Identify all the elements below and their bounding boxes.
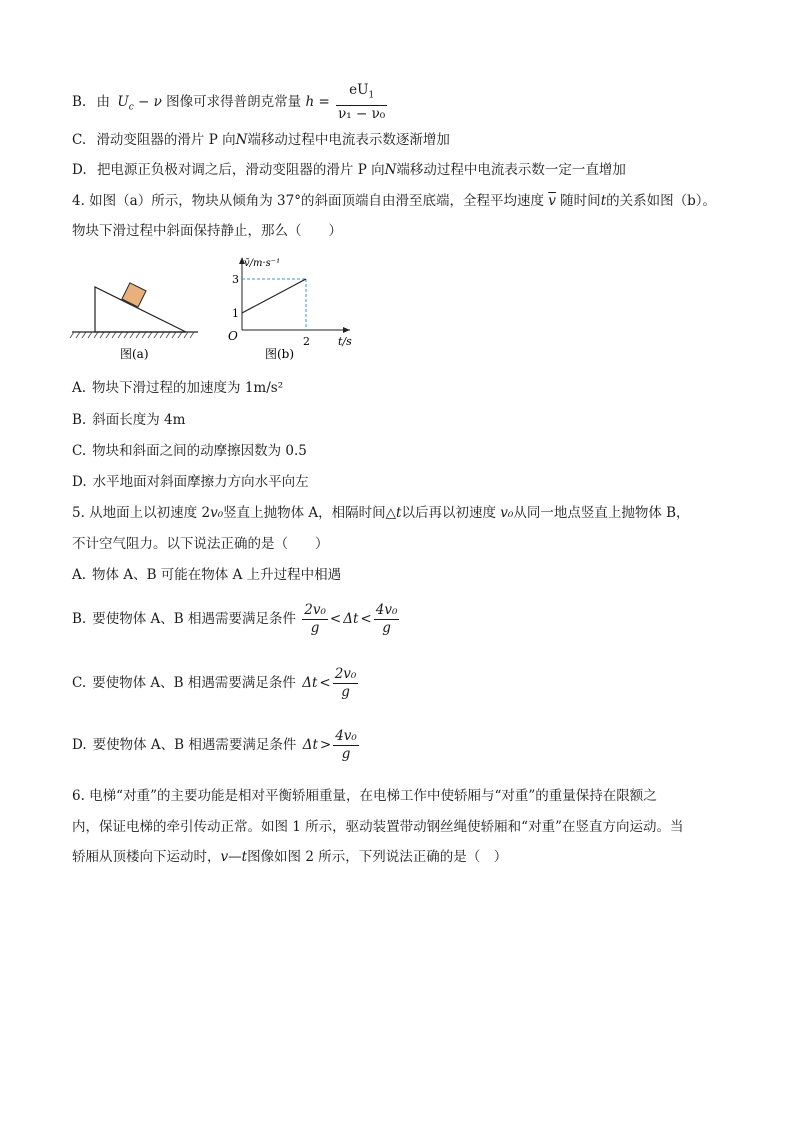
q6-stem-line2: 内，保证电梯的牵引传动正常。如图 1 所示，驱动装置带动钢丝绳使轿厢和“对重”在竖直方向运动。当 (72, 819, 684, 835)
math-minus-nu: − ν (133, 93, 167, 110)
q4-stem-line1: 4. 如图（a）所示，物块从倾角为 37°的斜面顶端自由滑至底端，全程平均速度 $\overline{v}$ 随时间t的关系如图（b）。 (72, 193, 717, 209)
fraction-2v0-g: $\frac{\text{2v₀}}{g}$ (304, 602, 326, 636)
option-text: 滑动变阻器的滑片 P 向 (96, 132, 236, 148)
x-tick-label: 2 (303, 335, 310, 348)
planck-fraction (336, 82, 387, 123)
q4-option-b: B. 斜面长度为 4m (72, 412, 186, 428)
q4-option-a: A. 物块下滑过程的加速度为 1m/s² (72, 380, 284, 396)
v-bar: $\overline{v}$ (548, 193, 556, 209)
figure-a-caption: 图(a) (120, 347, 149, 361)
q6-stem-line1: 6. 电梯“对重”的主要功能是相对平衡轿厢重量，在电梯工作中使轿厢与“对重”的重量保持在限额之 (72, 788, 657, 804)
math-u: U (117, 93, 129, 110)
q4-option-d: D. 水平地面对斜面摩擦力方向水平向左 (72, 474, 309, 490)
q4-stem-line2: 物块下滑过程中斜面保持静止，那么（ ） (72, 223, 342, 239)
fraction-4v0-g: $\frac{\text{4v₀}}{g}$ (375, 602, 398, 636)
q4-figures (68, 252, 368, 367)
block (122, 283, 146, 307)
figure-b-caption: 图(b) (265, 347, 295, 361)
option-label: B. (72, 93, 87, 110)
q5-option-b: B. 要使物体 A、B 相遇需要满足条件 $\frac{\text{2v₀}}{g}$ < Δt < $\frac{\text{4v₀}}{g}$ (72, 602, 398, 636)
fraction-numerator: $eU_1$ (336, 82, 387, 106)
q3-option-d (72, 161, 626, 179)
origin-label: O (228, 329, 238, 343)
q4-option-c: C. 物块和斜面之间的动摩擦因数为 0.5 (72, 443, 307, 459)
option-text: 端移动过程中电流表示数一定一直增加 (396, 162, 626, 178)
option-text: 端移动过程中电流表示数逐渐增加 (247, 132, 450, 148)
fraction-2v0-g: $\frac{\text{2v₀}}{g}$ (334, 666, 357, 700)
y-axis-label: v̄/m·s⁻¹ (244, 258, 281, 269)
x-axis-arrow (343, 327, 350, 333)
option-text-pre: 由 (96, 93, 111, 110)
option-text: 把电源正负极对调之后，滑动变阻器的滑片 P 向 (96, 162, 385, 178)
x-axis-label: t/s (338, 335, 352, 348)
var-n: N (384, 162, 397, 178)
q5-option-d: D. 要使物体 A、B 相遇需要满足条件 Δt > $\frac{\text{4v₀}}{g}$ (72, 728, 357, 762)
q3-option-b (72, 82, 389, 123)
y-tick-label: 1 (232, 307, 239, 320)
figure-a-incline (70, 283, 198, 338)
option-label: C. (72, 132, 87, 148)
figure-b-chart (232, 257, 350, 348)
series-line (242, 279, 306, 313)
math-h: h = (305, 93, 330, 110)
fraction-denominator: ν₁ − ν₀ (338, 105, 386, 122)
q6-stem-line3: 轿厢从顶楼向下运动时，v—t图像如图 2 所示，下列说法正确的是（ ） (72, 849, 508, 865)
q5-option-a: A. 物体 A、B 可能在物体 A 上升过程中相遇 (72, 567, 342, 583)
math-u-sub: c (128, 102, 134, 113)
var-n: N (235, 132, 248, 148)
option-label: D. (72, 162, 87, 178)
y-tick-label: 3 (232, 273, 239, 286)
q3-option-c (72, 131, 450, 149)
fraction-4v0-g: $\frac{\text{4v₀}}{g}$ (335, 728, 357, 762)
q5-stem-line1: 5. 从地面上以初速度 2v₀竖直上抛物体 A，相隔时间△t以后再以初速度 v₀从同一地点竖直上抛物体 B， (72, 505, 690, 521)
option-text-post: 图像可求得普朗克常量 (166, 93, 302, 110)
q5-option-c: C. 要使物体 A、B 相遇需要满足条件 Δt < $\frac{\text{2v₀}}{g}$ (72, 666, 357, 700)
q5-stem-line2: 不计空气阻力。以下说法正确的是（ ） (72, 536, 329, 552)
